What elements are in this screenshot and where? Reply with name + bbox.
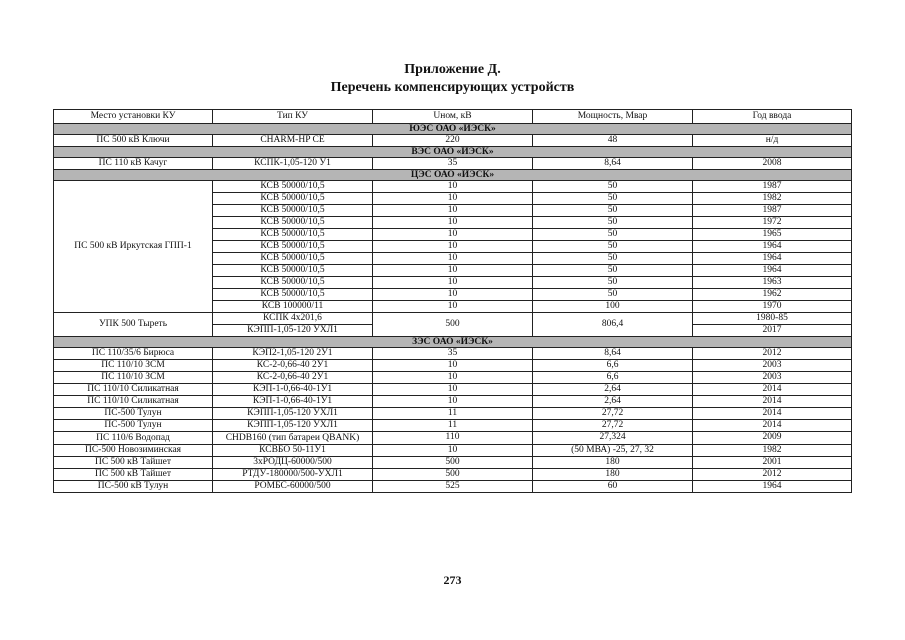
cell-power: 2,64: [533, 396, 693, 408]
cell-voltage: 10: [373, 241, 533, 253]
table-header-row: [54, 110, 852, 124]
cell-power: 6,6: [533, 372, 693, 384]
cell-voltage: 220: [373, 135, 533, 147]
cell-year: 2001: [693, 457, 852, 469]
table-row: [54, 181, 852, 193]
cell-year: 2014: [693, 396, 852, 408]
cell-year: 1964: [693, 241, 852, 253]
cell-power: 50: [533, 277, 693, 289]
cell-year: 1962: [693, 289, 852, 301]
table-row: [54, 432, 852, 445]
cell-place: ПС 110/10 ЗСМ: [54, 360, 213, 372]
cell-year: 1964: [693, 481, 852, 493]
cell-voltage: 11: [373, 420, 533, 432]
cell-voltage: 500: [373, 313, 533, 337]
cell-year: 1972: [693, 217, 852, 229]
header-voltage: Uном, кВ: [373, 110, 533, 124]
cell-year: 1970: [693, 301, 852, 313]
cell-place: ПС 500 кВ Ключи: [54, 135, 213, 147]
cell-voltage: 35: [373, 348, 533, 360]
cell-type: РТДУ-180000/500-УХЛ1: [213, 469, 373, 481]
region-row: [54, 337, 852, 348]
cell-voltage: 500: [373, 469, 533, 481]
table-row: [54, 420, 852, 432]
header-type: Тип КУ: [213, 110, 373, 124]
cell-type: 3хРОДЦ-60000/500: [213, 457, 373, 469]
cell-power: (50 МВА) -25, 27, 32: [533, 445, 693, 457]
cell-year: 1964: [693, 253, 852, 265]
cell-year: 2003: [693, 360, 852, 372]
cell-year: 2009: [693, 432, 852, 445]
table-row: [54, 135, 852, 147]
table-row: [54, 408, 852, 420]
header-power: Мощность, Мвар: [533, 110, 693, 124]
header-place: Место установки КУ: [54, 110, 213, 124]
cell-type: КС-2-0,66-40 2У1: [213, 372, 373, 384]
document-title: Перечень компенсирующих устройств: [330, 80, 575, 95]
cell-year: 1982: [693, 445, 852, 457]
cell-power: 100: [533, 301, 693, 313]
cell-year: 2014: [693, 384, 852, 396]
cell-type: РОМБС-60000/500: [213, 481, 373, 493]
cell-power: 27,72: [533, 420, 693, 432]
cell-voltage: 10: [373, 253, 533, 265]
cell-year: 2008: [693, 158, 852, 170]
cell-type: КС-2-0,66-40 2У1: [213, 360, 373, 372]
cell-type: КЭПП-1,05-120 УХЛ1: [213, 325, 373, 337]
cell-year: 2014: [693, 408, 852, 420]
cell-voltage: 10: [373, 265, 533, 277]
cell-voltage: 525: [373, 481, 533, 493]
cell-power: 50: [533, 193, 693, 205]
cell-place: ПС 110/6 Водопад: [54, 432, 213, 445]
cell-type: КСВБО 50-11У1: [213, 445, 373, 457]
compensating-devices-table: [53, 109, 852, 493]
cell-voltage: 110: [373, 432, 533, 445]
region-row: [54, 147, 852, 158]
cell-power: 8,64: [533, 158, 693, 170]
cell-voltage: 10: [373, 445, 533, 457]
page-number: 273: [443, 573, 462, 587]
cell-year: 1982: [693, 193, 852, 205]
cell-year: 2014: [693, 420, 852, 432]
table-row: [54, 396, 852, 408]
cell-power: 8,64: [533, 348, 693, 360]
cell-type: КСВ 50000/10,5: [213, 277, 373, 289]
table-row: [54, 457, 852, 469]
cell-power: 27,324: [533, 432, 693, 445]
cell-voltage: 10: [373, 205, 533, 217]
cell-year: 2012: [693, 348, 852, 360]
table-row: [54, 481, 852, 493]
table-row: [54, 372, 852, 384]
cell-type: КСПК-1,05-120 У1: [213, 158, 373, 170]
cell-power: 50: [533, 181, 693, 193]
header-year: Год ввода: [693, 110, 852, 124]
cell-power: 6,6: [533, 360, 693, 372]
table-row: [54, 445, 852, 457]
table-row: [54, 360, 852, 372]
table-row: [54, 469, 852, 481]
cell-place: УПК 500 Тыреть: [54, 313, 213, 337]
cell-type: КЭПП-1,05-120 УХЛ1: [213, 408, 373, 420]
cell-voltage: 10: [373, 360, 533, 372]
cell-type: КЭП2-1,05-120 2У1: [213, 348, 373, 360]
cell-voltage: 10: [373, 181, 533, 193]
region-label: ВЭС ОАО «ИЭСК»: [54, 147, 852, 158]
cell-type: CHDB160 (тип батареи QBANK): [213, 432, 373, 445]
cell-type: КСВ 50000/10,5: [213, 205, 373, 217]
cell-power: 50: [533, 241, 693, 253]
cell-voltage: 10: [373, 384, 533, 396]
cell-year: 1964: [693, 265, 852, 277]
cell-voltage: 10: [373, 289, 533, 301]
cell-type: КСПК 4х201,6: [213, 313, 373, 325]
cell-power: 27,72: [533, 408, 693, 420]
cell-power: 806,4: [533, 313, 693, 337]
cell-place: ПС 500 кВ Тайшет: [54, 457, 213, 469]
cell-power: 50: [533, 229, 693, 241]
cell-power: 50: [533, 289, 693, 301]
cell-type: КСВ 50000/10,5: [213, 241, 373, 253]
cell-year: 2012: [693, 469, 852, 481]
cell-voltage: 10: [373, 193, 533, 205]
cell-place: ПС 110/35/6 Бирюса: [54, 348, 213, 360]
cell-place: ПС 500 кВ Тайшет: [54, 469, 213, 481]
cell-type: КСВ 50000/10,5: [213, 253, 373, 265]
cell-power: 50: [533, 217, 693, 229]
cell-power: 180: [533, 469, 693, 481]
cell-voltage: 10: [373, 217, 533, 229]
cell-type: КЭПП-1,05-120 УХЛ1: [213, 420, 373, 432]
cell-year: 1987: [693, 205, 852, 217]
cell-power: 2,64: [533, 384, 693, 396]
cell-type: КСВ 50000/10,5: [213, 289, 373, 301]
cell-place: ПС 500 кВ Иркутская ГПП-1: [54, 181, 213, 313]
cell-type: КЭП-1-0,66-40-1У1: [213, 384, 373, 396]
cell-voltage: 10: [373, 372, 533, 384]
table-row: [54, 158, 852, 170]
region-label: ЮЭС ОАО «ИЭСК»: [54, 124, 852, 135]
cell-type: КЭП-1-0,66-40-1У1: [213, 396, 373, 408]
cell-power: 180: [533, 457, 693, 469]
cell-power: 60: [533, 481, 693, 493]
cell-voltage: 10: [373, 229, 533, 241]
cell-voltage: 10: [373, 301, 533, 313]
cell-power: 48: [533, 135, 693, 147]
table-row: [54, 348, 852, 360]
cell-voltage: 10: [373, 396, 533, 408]
cell-place: ПС-500 Тулун: [54, 420, 213, 432]
cell-place: ПС 110/10 Силикатная: [54, 396, 213, 408]
cell-type: CHARM-HP CE: [213, 135, 373, 147]
cell-power: 50: [533, 253, 693, 265]
cell-year: 1963: [693, 277, 852, 289]
cell-type: КСВ 50000/10,5: [213, 265, 373, 277]
table-row: [54, 384, 852, 396]
region-row: [54, 170, 852, 181]
cell-type: КСВ 50000/10,5: [213, 217, 373, 229]
cell-voltage: 500: [373, 457, 533, 469]
cell-year: 1987: [693, 181, 852, 193]
region-label: ЗЭС ОАО «ИЭСК»: [54, 337, 852, 348]
appendix-title: Приложение Д.: [404, 62, 501, 77]
cell-type: КСВ 50000/10,5: [213, 181, 373, 193]
region-row: [54, 124, 852, 135]
cell-type: КСВ 100000/11: [213, 301, 373, 313]
cell-power: 50: [533, 265, 693, 277]
table-row: [54, 313, 852, 325]
cell-voltage: 11: [373, 408, 533, 420]
cell-place: ПС 110 кВ Качуг: [54, 158, 213, 170]
region-label: ЦЭС ОАО «ИЭСК»: [54, 170, 852, 181]
cell-year: 2003: [693, 372, 852, 384]
cell-power: 50: [533, 205, 693, 217]
cell-voltage: 10: [373, 277, 533, 289]
cell-year: 2017: [693, 325, 852, 337]
cell-place: ПС 110/10 ЗСМ: [54, 372, 213, 384]
cell-place: ПС 110/10 Силикатная: [54, 384, 213, 396]
cell-place: ПС-500 Тулун: [54, 408, 213, 420]
cell-place: ПС-500 Новозиминская: [54, 445, 213, 457]
cell-type: КСВ 50000/10,5: [213, 193, 373, 205]
cell-year: н/д: [693, 135, 852, 147]
cell-year: 1965: [693, 229, 852, 241]
cell-place: ПС-500 кВ Тулун: [54, 481, 213, 493]
cell-type: КСВ 50000/10,5: [213, 229, 373, 241]
cell-voltage: 35: [373, 158, 533, 170]
cell-year: 1980-85: [693, 313, 852, 325]
